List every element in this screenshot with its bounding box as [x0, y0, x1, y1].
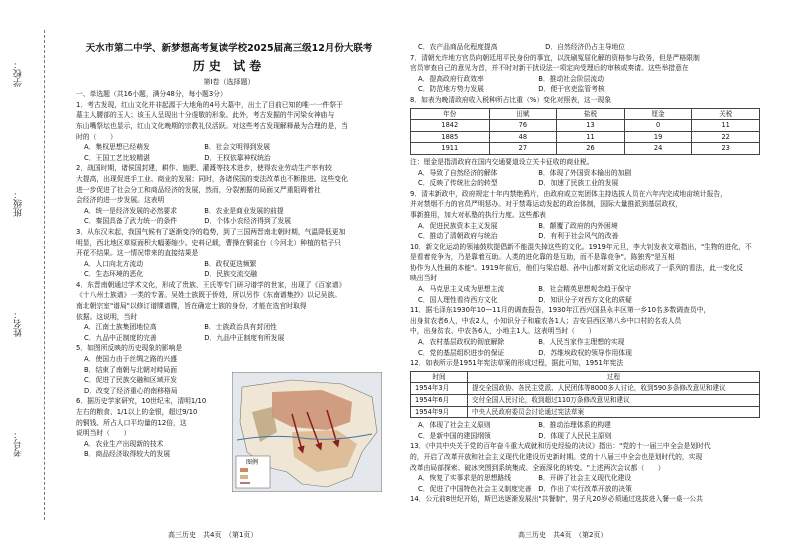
option-line: A．农业生产出现新的技术 — [84, 439, 164, 448]
text-line: 2．战国时期，诸侯国封建，耕作、施肥、灌溉等技术进步，使得农业劳动生产率有较 — [76, 164, 332, 173]
table-header: 年份 — [411, 108, 490, 120]
table-header: 过程 — [468, 371, 760, 383]
text-line: 5．如图所反映的历史现象的影响是 — [76, 344, 183, 353]
table-row — [411, 143, 760, 155]
option-line: C．农产品商品化程度提高 D．自然经济仍占主导地位 — [418, 43, 626, 51]
page-footer-left: 高三历史 共4页 （第1页） — [168, 531, 258, 539]
table-row — [411, 406, 760, 418]
school-label: 学校： — [14, 60, 24, 87]
option-line: C．国人理性看待西方文化 D．知识分子对西方文化的质疑 — [418, 295, 632, 304]
table-cell: 19 — [624, 131, 692, 143]
right-page — [410, 42, 770, 505]
text-line: 11．据毛泽东1930年10—11月的调查报告，1930年江西兴国县永丰区第一乡10名多数调查员中， — [410, 306, 711, 315]
constitution-table — [410, 371, 760, 418]
text-line: 官员审查自己的意见为首，并不时对新干扰设法一项定向受理后的审核或奏请。这些举措意在 — [410, 64, 689, 73]
table-row — [411, 383, 760, 395]
option-line: C．促进了中国特色社会主义制度完善 D．作出了实行改革开放的决策 — [418, 484, 632, 493]
class-label: 班级： — [14, 190, 24, 217]
table-row — [411, 395, 760, 407]
table-cell: 1842 — [411, 120, 490, 132]
table-cell: 11 — [692, 120, 760, 132]
text-line: 《十八州士族谱》一类的专著。吴姓士族既于侨姓，所以另作《东南谱集抄》以记吴族。 — [76, 291, 342, 300]
option-line: A．导致了自然经济的解体 B．体现了外国资本输出的加剧 — [418, 168, 632, 177]
option-line: A．提高政府行政效率 B．推动社会阶层流动 — [418, 74, 605, 83]
option-line: A．马克思主义成为思想主流 B．社会精英思想观念趋于保守 — [418, 285, 632, 294]
text-line: 6．据历史学家研究，10世纪末，清明1/10 — [76, 397, 207, 406]
option-line: A．江南士族集团地位高 B．士族政治具有封闭性 — [84, 323, 277, 332]
table-cell: 26 — [557, 143, 625, 155]
text-line: 4．东晋南朝通过学术文化，形成了贵族、王氏等专门研习谱学的世家，出现了《百家谱》 — [76, 280, 346, 289]
text-line: 的铜钱、所占人口平均量的12倍，这 — [76, 418, 187, 427]
text-line: 左右的粮食、1/1以上的金银，超过9/10 — [76, 408, 198, 416]
text-line: 12．如表所示是1951年宪法草案的形成过程，据此可知，1951年宪法 — [410, 359, 624, 368]
text-line: 7．清朝允许地方官员向朝廷用平民身份的事宜，以洗刷冤屈化解的资格参与政务，但是严格限制 — [410, 53, 700, 62]
option-line: A．恢复了实事求是的思想路线 B．开辟了社会主义现代化建设 — [418, 474, 632, 483]
table-row — [411, 120, 760, 132]
option-line: C．王国工艺比较精湛 D．王权依靠神权统治 — [84, 153, 271, 162]
option-line: C．生态环境的恶化 D．民族交流交融 — [84, 270, 258, 279]
table-cell: 提交全国政协、各民主党派、人民团体等8000多人讨论，收到590多条修改意见和建议 — [468, 383, 760, 395]
option-line: A．促进民族资本主义发展 B．颠覆了政府的内外困境 — [418, 221, 618, 230]
text-line: 一、单选题（共16小题，满分48分，每小题3分） — [76, 90, 227, 99]
exam-subject: 历史 试卷 — [192, 59, 266, 73]
table-header: 盐税 — [557, 108, 625, 120]
text-line: 会经济的进一步发展。这表明 — [76, 196, 165, 205]
name-label: 姓名： — [14, 310, 24, 337]
text-line: 开花不结果。这一情况带来的直接结果是 — [76, 249, 199, 258]
text-line: 14．公元前8世纪开始，斯巴达逐渐发展出"共餐制"，男子凡20岁必须通过选拔进入餐一桌一公共 — [410, 495, 703, 504]
option-line: C．防范地方势力发展 D．便于官吏监管考核 — [418, 85, 605, 94]
table-cell: 1954年6月 — [411, 395, 468, 407]
text-line: 协作为人性最的本能"。1919年前后，他们与梁启超、孙中山都对新文化运动形成了一系列的看法，此一变化反 — [410, 263, 744, 272]
option-line: B．结束了南朝与北朝对峙局面 — [84, 365, 178, 374]
text-line: 映出当时 — [410, 274, 438, 283]
text-line: 3．从东汉末起，我国气候有了逐渐变冷的趋势，到了三国两晋南北朝时期，气温降低更加 — [76, 227, 346, 236]
text-line: 中，出身贫农、中农各6人，小地主1人。这表明当时（ ） — [410, 327, 596, 336]
table-cell: 13 — [557, 120, 625, 132]
map-graphic — [232, 372, 382, 492]
table-header-row — [411, 108, 760, 120]
option-line: A．集权思想已经萌发 B．社会文明得到发展 — [84, 143, 271, 152]
text-line: 依据。这说明，当时 — [76, 312, 138, 321]
text-line: 说明当时（ ） — [76, 429, 131, 438]
option-line: C．反映了传统社会的转型 D．加速了民族工业的发展 — [418, 179, 619, 188]
table-cell: 1954年9月 — [411, 406, 468, 418]
binding-line — [44, 30, 45, 520]
text-line: 是看着竞争为，乃是靠着互助。人类的进化靠的是互助，而不是靠竞争"。陈独秀"是互相 — [410, 253, 675, 262]
table-cell: 交付全国人民讨论，收到超过110万条修改意见和建议 — [468, 395, 760, 407]
table-cell: 24 — [624, 143, 692, 155]
table-cell: 1911 — [411, 143, 490, 155]
option-line: D．改变了经济重心的南移格局 — [84, 386, 178, 395]
text-line: 明显，西北地区草原面积大幅萎缩少。史料记载，曹操在铜雀台（今河北）种植的桔子只 — [76, 238, 342, 247]
table-cell: 22 — [692, 131, 760, 143]
table-row — [411, 131, 760, 143]
table-cell: 23 — [692, 143, 760, 155]
map-legend-title: 图例 — [246, 459, 259, 466]
page-footer-right: 高三历史 共4页 （第2页） — [518, 531, 608, 539]
text-line: 出身贫农者6人，中农2人，小知识分子和雇农各1人；吉安县西区第八乡中口村的名农人员 — [410, 316, 682, 325]
table-cell: 中央人民政府委员会讨论通过宪法草案 — [468, 406, 760, 418]
text-line: 10．新文化运动的领袖鼓吹提倡新不能混失掉这些的文化。1919年元旦，李大钊发表文章指出，"生物的进化，不 — [410, 242, 752, 251]
historical-map — [232, 372, 382, 492]
table-header: 田赋 — [489, 108, 557, 120]
table-cell: 27 — [489, 143, 557, 155]
legend-swatch — [240, 468, 248, 472]
table-cell: 11 — [557, 131, 625, 143]
text-line: 的，开启了改革开放和社会主义现代化建设历史新时期。党的十八届三中全会也是划时代的，实现 — [410, 452, 703, 461]
table-cell: 48 — [489, 131, 557, 143]
text-line: 时的（ ） — [76, 132, 117, 141]
exam-number-label: 考号： — [14, 430, 24, 457]
text-line: 并对禁烟不力的官员严明惩办。对于禁毒运动发起的政治体制，国际大量推派到基层政权， — [410, 200, 682, 209]
text-line: 东山嘴祭坛也显示，红山文化晚期的宗教礼仪活跃。对这些考古发现解释最为合理的是，当 — [76, 121, 348, 130]
option-line: C．秦国具备了武力统一的条件 D．个体小农经济得到了发展 — [84, 217, 292, 226]
text-line: 南北朝宗室"谱局"以修订谱牒谱牒，旨在确定士族的身份，才能在选官时取得 — [76, 302, 307, 311]
text-line: 1．考古发现，红山文化并非起源于大地角的4号大墓中，出土了目前已知的唯一一件祭于 — [76, 100, 343, 109]
text-line: 8．如表为晚清政府收入税种所占比重（%）变化对照表，这一现象 — [410, 95, 612, 104]
option-line: A．使国力由于丝绸之路的兴盛 — [84, 355, 178, 364]
option-line: C．党的基层组织进步的保证 D．苏维埃政权的领导作用体现 — [418, 348, 632, 357]
option-line: A．体现了社会主义原则 B．推动治理体系的构建 — [418, 421, 611, 430]
table-header: 关税 — [692, 108, 760, 120]
table-cell: 1954年3月 — [411, 383, 468, 395]
text-line: 注：厘金是指清政府在国内交通要道设立关卡征收的商业税。 — [410, 157, 594, 166]
option-line: A．人口向北方流动 B．政权更迭频繁 — [84, 259, 257, 268]
text-line: 9．清末新政中，政府规定十年内禁绝鸦片，由政府或立宪团体主持选拔人员在六年内完成地亩统计报告， — [410, 189, 727, 198]
exam-title: 天水市第二中学、新梦想高考复读学校2025届高三级12月份大联考 — [85, 43, 373, 54]
part-heading: 第Ⅰ卷（选择题） — [203, 77, 255, 86]
legend-swatch — [240, 475, 248, 479]
text-line: 大提高，出现促进手工业、商业的发展；同时，各诸侯国的变法改革也不断推进。这些变化 — [76, 174, 348, 183]
table-header: 时间 — [411, 371, 468, 383]
option-line: C．是新中国的建国纲领 D．体现了人民民主原则 — [418, 431, 612, 440]
tax-table — [410, 108, 760, 155]
table-cell: 0 — [624, 120, 692, 132]
text-line: 进一步促进了社会分工和商品经济的发展，然而，分裂割据的局面又严重阻碍着社 — [76, 185, 321, 194]
text-line: 13．《中共中央关于党的百年奋斗重大成就和历史经验的决议》指出："党的十一届三中全会是划时代 — [410, 442, 711, 451]
text-line: 事新推用，加大对私塾的执行力度。这些都表 — [410, 210, 546, 219]
table-cell: 76 — [489, 120, 557, 132]
option-line: A．农村基层政权的彻底解除 B．人民当家作主理想的实现 — [418, 338, 625, 347]
option-line: C．推动了清朝政府与统治 D．有利于社会风气的改善 — [418, 232, 619, 241]
option-line: C．促进了民族交融和区域开发 — [84, 376, 178, 385]
binding-strip — [8, 40, 48, 500]
table-header: 厘金 — [624, 108, 692, 120]
table-cell: 1885 — [411, 131, 490, 143]
option-line: C．九品中正制度的完善 D．九品中正制度有所发展 — [84, 333, 285, 342]
table-header-row — [411, 371, 760, 383]
text-line: 改革由局部探索、破冰突围到系统集成、全面深化的转变。"上述两次会议都（ ） — [410, 463, 665, 472]
text-line: 墓主人腰部的玉人；该玉人呈现出十分虔敬的形象。此外，考古发掘的牛河梁女神庙与 — [76, 111, 335, 120]
option-line: A．统一是经济发展的必然要求 B．农业是商业发展的前提 — [84, 206, 284, 215]
option-line: B．商品经济取得较大的发展 — [84, 450, 171, 459]
